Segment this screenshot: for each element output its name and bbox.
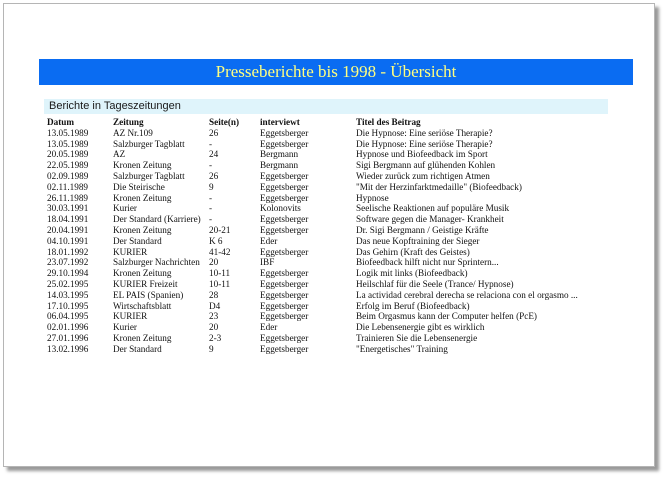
cell-seiten: - [209,160,213,171]
cell-seiten: D4 [209,300,221,311]
cell-datum: 04.10.1991 [47,235,89,246]
cell-titel: "Energetisches" Training [356,343,448,354]
table-row [47,344,616,355]
cell-seiten: 2-3 [209,332,222,343]
table-row [47,236,616,247]
cell-interviewt: Eder [260,235,278,246]
cell-datum: 02.09.1989 [47,170,89,181]
cell-interviewt: Eggetsberger [260,268,309,279]
cell-zeitung: Salzburger Tagblatt [113,138,185,149]
cell-datum: 13.02.1996 [47,343,89,354]
page-title-banner: Presseberichte bis 1998 - Übersicht [39,59,633,85]
cell-interviewt: Eggetsberger [260,289,309,300]
cell-datum: 18.04.1991 [47,214,89,225]
cell-titel: Hypnose und Biofeedback im Sport [356,149,488,160]
cell-titel: Sigi Bergmann auf glühenden Kohlen [356,160,496,171]
table-row [47,193,616,204]
cell-interviewt: Eggetsberger [260,224,309,235]
table-row [47,149,616,160]
cell-datum: 26.11.1989 [47,192,89,203]
cell-seiten: 10-11 [209,268,231,279]
cell-interviewt: Eggetsberger [260,127,309,138]
cell-zeitung: Salzburger Tagblatt [113,170,185,181]
cell-interviewt: Bergmann [260,160,299,171]
cell-datum: 20.05.1989 [47,149,89,160]
cell-zeitung: Kronen Zeitung [113,192,172,203]
cell-seiten: 28 [209,289,219,300]
cell-seiten: 20 [209,257,219,268]
table-row [47,214,616,225]
cell-datum: 17.10.1995 [47,300,89,311]
cell-titel: Logik mit links (Biofeedback) [356,268,468,279]
table-row [47,247,616,258]
cell-datum: 20.04.1991 [47,224,89,235]
cell-zeitung: Der Standard [113,235,162,246]
cell-titel: Dr. Sigi Bergmann / Geistige Kräfte [356,224,489,235]
cell-titel: Beim Orgasmus kann der Computer helfen (PcE) [356,311,537,322]
cell-titel: Wieder zurück zum richtigen Atmen [356,170,490,181]
cell-interviewt: Eder [260,322,278,333]
cell-seiten: - [209,214,213,225]
cell-zeitung: KURIER [113,246,148,257]
cell-seiten: 26 [209,127,219,138]
table-row [47,139,616,150]
cell-interviewt: Eggetsberger [260,214,309,225]
cell-datum: 30.03.1991 [47,203,89,214]
cell-interviewt: IBF [260,257,275,268]
table-row [47,279,616,290]
cell-zeitung: Kronen Zeitung [113,332,172,343]
cell-titel: Die Hypnose: Eine seriöse Therapie? [356,127,493,138]
table-row [47,225,616,236]
cell-seiten: 9 [209,181,214,192]
cell-seiten: - [209,203,213,214]
cell-datum: 02.11.1989 [47,181,89,192]
table-row [47,268,616,279]
cell-interviewt: Eggetsberger [260,192,309,203]
table-row [47,322,616,333]
table-row [47,301,616,312]
cell-interviewt: Eggetsberger [260,311,309,322]
cell-interviewt: Eggetsberger [260,332,309,343]
cell-interviewt: Kolonovits [260,203,301,214]
cell-seiten: 23 [209,311,219,322]
cell-titel: Seelische Reaktionen auf populäre Musik [356,203,510,214]
cell-zeitung: Kurier [113,203,137,214]
cell-titel: "Mit der Herzinfarktmedaille" (Biofeedback) [356,181,522,192]
cell-zeitung: Der Standard (Karriere) [113,214,201,225]
cell-zeitung: AZ [113,149,126,160]
cell-zeitung: Kurier [113,322,137,333]
cell-datum: 18.01.1992 [47,246,89,257]
cell-datum: 13.05.1989 [47,127,89,138]
cell-interviewt: Eggetsberger [260,278,309,289]
cell-interviewt: Eggetsberger [260,300,309,311]
cell-zeitung: EL PAIS (Spanien) [113,289,184,300]
cell-titel: Software gegen die Manager- Krankheit [356,214,504,225]
cell-seiten: 24 [209,149,219,160]
cell-interviewt: Eggetsberger [260,246,309,257]
cell-zeitung: Salzburger Nachrichten [113,257,200,268]
cell-titel: Das neue Kopftraining der Sieger [356,235,480,246]
cell-zeitung: Kronen Zeitung [113,160,172,171]
table-row [47,182,616,193]
cell-interviewt: Eggetsberger [260,170,309,181]
column-header-titel: Titel des Beitrag [356,117,421,127]
cell-seiten: - [209,138,213,149]
table-row [47,160,616,171]
table-body [47,128,616,355]
cell-interviewt: Bergmann [260,149,299,160]
cell-zeitung: Die Steirische [113,181,165,192]
cell-titel: Das Gehirn (Kraft des Geistes) [356,246,470,257]
column-header-interviewt: interviewt [260,117,300,127]
cell-interviewt: Eggetsberger [260,181,309,192]
cell-datum: 23.07.1992 [47,257,89,268]
cell-datum: 14.03.1995 [47,289,89,300]
column-header-datum: Datum [47,117,75,127]
cell-seiten: 20 [209,322,219,333]
cell-seiten: 26 [209,170,219,181]
column-header-zeitung: Zeitung [113,117,144,127]
cell-datum: 27.01.1996 [47,332,89,343]
cell-titel: La actividad cerebral derecha se relaciona con el orgasmo ... [356,289,578,300]
section-heading: Berichte in Tageszeitungen [44,99,608,114]
cell-datum: 29.10.1994 [47,268,89,279]
table-row [47,333,616,344]
cell-titel: Hypnose [356,192,389,203]
column-header-seiten: Seite(n) [209,117,240,127]
table-row [47,290,616,301]
table-row [47,128,616,139]
cell-titel: Biofeedback hilft nicht nur Sprintern... [356,257,499,268]
cell-zeitung: Wirtschaftsblatt [113,300,172,311]
cell-zeitung: KURIER [113,311,148,322]
cell-titel: Die Lebensenergie gibt es wirklich [356,322,485,333]
cell-seiten: 41-42 [209,246,231,257]
table-row [47,171,616,182]
cell-zeitung: AZ Nr.109 [113,127,153,138]
cell-datum: 06.04.1995 [47,311,89,322]
table-row [47,203,616,214]
cell-seiten: - [209,192,213,203]
document-page [3,3,655,467]
table-row [47,257,616,268]
cell-seiten: K 6 [209,235,223,246]
table-header-row [47,117,616,128]
cell-datum: 02.01.1996 [47,322,89,333]
cell-titel: Die Hypnose: Eine seriöse Therapie? [356,138,493,149]
table-row [47,311,616,322]
cell-titel: Heilschlaf für die Seele (Trance/ Hypnose) [356,278,514,289]
cell-titel: Trainieren Sie die Lebensenergie [356,332,478,343]
press-reports-table [47,117,616,355]
cell-seiten: 20-21 [209,224,231,235]
cell-zeitung: Kronen Zeitung [113,268,172,279]
cell-zeitung: KURIER Freizeit [113,278,178,289]
cell-datum: 22.05.1989 [47,160,89,171]
cell-interviewt: Eggetsberger [260,343,309,354]
cell-interviewt: Eggetsberger [260,138,309,149]
cell-titel: Erfolg im Beruf (Biofeedback) [356,300,470,311]
cell-datum: 13.05.1989 [47,138,89,149]
cell-zeitung: Der Standard [113,343,162,354]
cell-zeitung: Kronen Zeitung [113,224,172,235]
cell-seiten: 10-11 [209,278,231,289]
cell-datum: 25.02.1995 [47,278,89,289]
cell-seiten: 9 [209,343,214,354]
